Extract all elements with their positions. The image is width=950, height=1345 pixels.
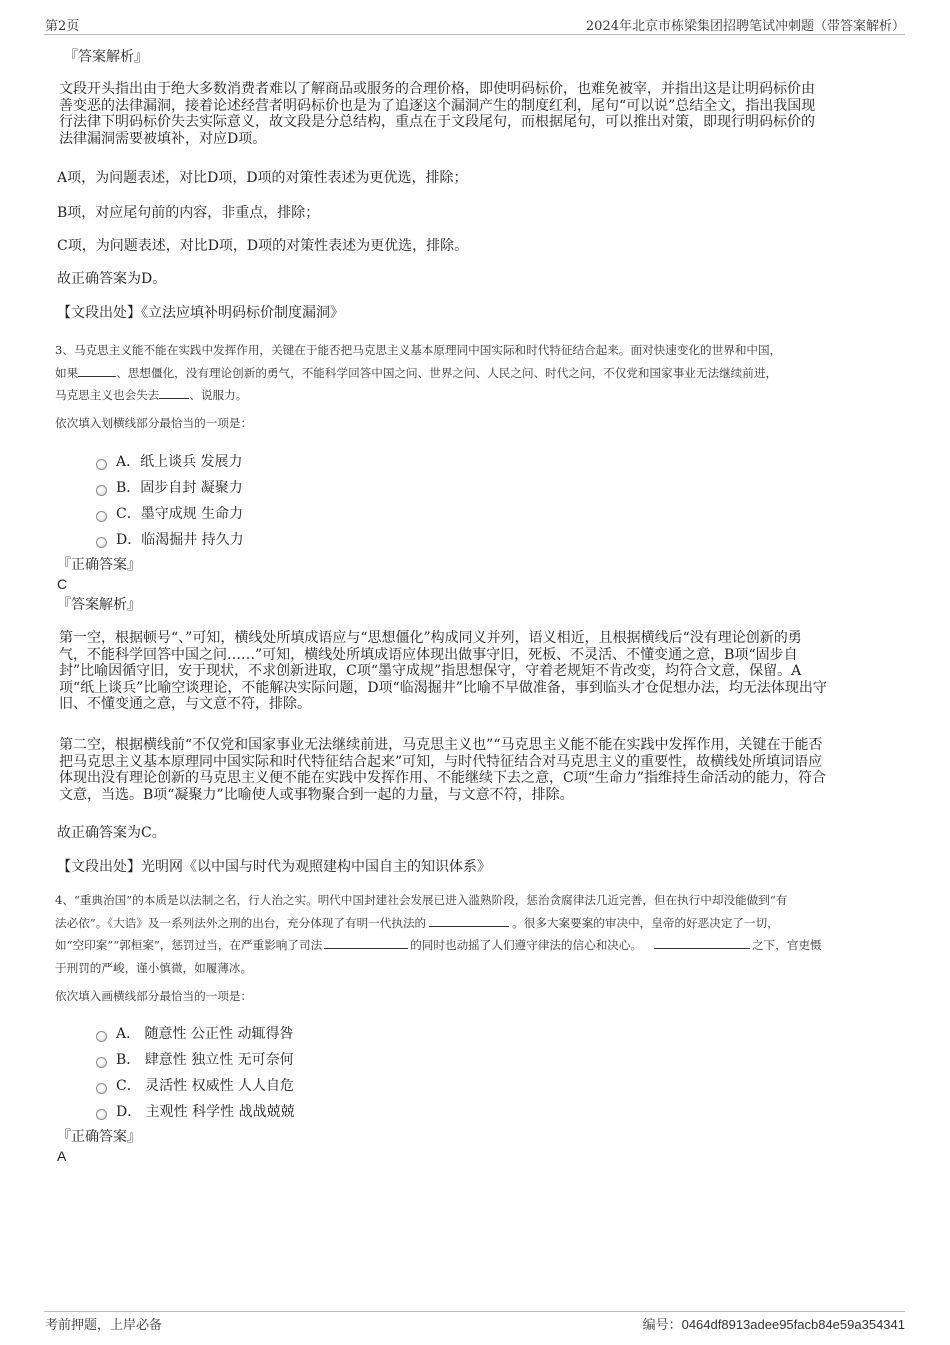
stem-line: 4、“重典治国”的本质是以法制之名，行人治之实。明代中国封建社会发展已进入滥熟阶段，惩治贪腐律法几近完善，但在执行中却没能做到“有 <box>55 893 788 907</box>
code-label: 编号： <box>642 1318 682 1333</box>
document-title: 2024年北京市栋梁集团招聘笔试冲刺题（带答案解析） <box>585 19 905 34</box>
analysis-line: 把马克思主义基本原理同中国实际和时代特征结合起来”可知，与时代特征结合对马克思主义的重要性，故横线处所填词语应 <box>59 753 823 770</box>
question-3-stem <box>55 339 905 407</box>
fill-blank <box>78 364 116 377</box>
analysis-line: 行法律下明码标价失去实际意义，故文段是分总结构，重点在于文段尾句，而根据尾句，可以推出对策，即现行明码标价的 <box>59 114 815 130</box>
analysis-line: 第一空，根据顿号“、”可知，横线处所填成语应与“思想僵化”构成同义并列，语义相近，且根据横线后“没有理论创新的勇 <box>59 630 802 646</box>
option-b[interactable]: B．固步自封 凝聚力 <box>96 477 243 497</box>
radio-icon[interactable] <box>96 537 107 548</box>
answer-label: 『正确答案』 <box>57 557 141 573</box>
option-d[interactable]: D． 主观性 科学性 战战兢兢 <box>96 1101 295 1121</box>
fill-blank <box>159 386 189 399</box>
fill-blank <box>654 936 750 949</box>
option-a[interactable]: A．纸上谈兵 发展力 <box>96 451 243 471</box>
fill-blank <box>429 914 509 927</box>
answer-label: 『正确答案』 <box>57 1129 141 1145</box>
question-4-stem <box>55 889 905 979</box>
footer-slogan: 考前押题，上岸必备 <box>45 1318 163 1333</box>
analysis-paragraph-1 <box>59 630 827 713</box>
radio-icon[interactable] <box>96 1083 107 1094</box>
analysis-label: 『答案解析』 <box>64 49 148 65</box>
question-prompt: 依次填入画横线部分最恰当的一项是： <box>55 989 253 1003</box>
stem-line: 马克思主义也会失去 、说服力。 <box>55 388 248 402</box>
source-line: 【文段出处】光明网《以中国与时代为观照建构中国自主的知识体系》 <box>57 859 491 875</box>
analysis-line: 第二空，根据横线前“不仅党和国家事业无法继续前进，马克思主义也”“马克思主义能不能在实践中发挥作用，关键在于能否 <box>59 737 823 753</box>
analysis-line: 善变恶的法律漏洞，接着论述经营者明码标价也是为了追逐这个漏洞产生的制度红利，尾句“可以说”总结全文，指出我国现 <box>59 97 816 114</box>
analysis-line: 体现出没有理论创新的马克思主义便不能在实践中发挥作用、不能继续下去之意，C项“生命力”指维持生命活动的能力，符合 <box>59 770 827 786</box>
stem-line: 如果 、思想僵化，没有理论创新的勇气，不能科学回答中国之问、世界之问、人民之问、时代之问，不仅党和国家事业无法继续前进， <box>55 365 778 380</box>
stem-line: 于刑罚的严峻，谨小慎微，如履薄冰。 <box>55 960 253 975</box>
analysis-paragraph-2 <box>59 737 826 803</box>
source-line: 【文段出处】《立法应填补明码标价制度漏洞》 <box>57 305 344 321</box>
conclusion: 故正确答案为D。 <box>57 271 167 287</box>
analysis-line: 项“纸上谈兵”比喻空谈理论，不能解决实际问题，D项“临渴掘井”比喻不早做准备，事到临头才仓促想办法，均无法体现出守 <box>59 679 827 696</box>
stem-line: 法必依”。《大诰》及一系列法外之刑的出台，充分体现了有明一代执法的 。很多大案要案的审决中，皇帝的好恶决定了一切， <box>55 915 779 930</box>
analysis-line: 封”比喻因循守旧，安于现状，不求创新进取，C项“墨守成规”指思想保守，守着老规矩不肯改变，均符合文意，保留。A <box>59 663 802 679</box>
answer-value: C <box>57 576 68 592</box>
radio-icon[interactable] <box>96 1031 107 1042</box>
radio-icon[interactable] <box>96 459 107 470</box>
header-divider <box>44 34 905 35</box>
document-code <box>643 1314 905 1333</box>
point-b: B项，对应尾句前的内容，非重点，排除； <box>57 205 320 221</box>
option-a[interactable]: A． 随意性 公正性 动辄得咎 <box>96 1023 293 1043</box>
analysis-line: 文意，当选。B项“凝聚力”比喻使人或事物聚合到一起的力量，与文意不符，排除。 <box>59 786 574 803</box>
question-prompt: 依次填入划横线部分最恰当的一项是： <box>55 416 253 430</box>
point-a: A项，为问题表述，对比D项，D项的对策性表述为更优选，排除； <box>57 170 468 186</box>
radio-icon[interactable] <box>96 485 107 496</box>
stem-line: 3、马克思主义能不能在实践中发挥作用，关键在于能否把马克思主义基本原理同中国实际和时代特征结合起来。面对快速变化的世界和中国， <box>55 343 782 357</box>
conclusion: 故正确答案为C。 <box>57 825 166 841</box>
code-value: 0464df8913adee95facb84e59a354341 <box>681 1317 905 1332</box>
point-c: C项，为问题表述，对比D项，D项的对策性表述为更优选，排除。 <box>57 238 469 254</box>
radio-icon[interactable] <box>96 1109 107 1120</box>
radio-icon[interactable] <box>96 511 107 522</box>
analysis-label: 『答案解析』 <box>57 597 141 613</box>
radio-icon[interactable] <box>96 1057 107 1068</box>
analysis-line: 文段开头指出由于绝大多数消费者难以了解商品或服务的合理价格，即使明码标价，也难免被宰，并指出这是让明码标价由 <box>59 81 815 97</box>
analysis-text <box>59 81 815 147</box>
option-d[interactable]: D．临渴掘井 持久力 <box>96 529 244 549</box>
answer-value: A <box>57 1148 67 1164</box>
stem-line: 如“空印案”“郭桓案”，惩罚过当，在严重影响了司法 的同时也动摇了人们遵守律法的信心和决心。 之下，官吏慑 <box>55 938 822 952</box>
analysis-line: 旧、不懂变通之意，与文意不符，排除。 <box>59 696 311 712</box>
footer-divider <box>44 1311 905 1312</box>
option-b[interactable]: B． 肆意性 独立性 无可奈何 <box>96 1049 294 1069</box>
analysis-line: 法律漏洞需要被填补，对应D项。 <box>59 130 267 147</box>
page-number: 第2页 <box>45 19 80 34</box>
option-c[interactable]: C．墨守成规 生命力 <box>96 503 243 523</box>
fill-blank <box>324 936 408 949</box>
option-c[interactable]: C． 灵活性 权威性 人人自危 <box>96 1075 294 1095</box>
analysis-line: 气，不能科学回答中国之问……”可知，横线处所填成语应体现出做事守旧，死板、不灵活、不懂变通之意，B项“固步自 <box>59 646 798 663</box>
